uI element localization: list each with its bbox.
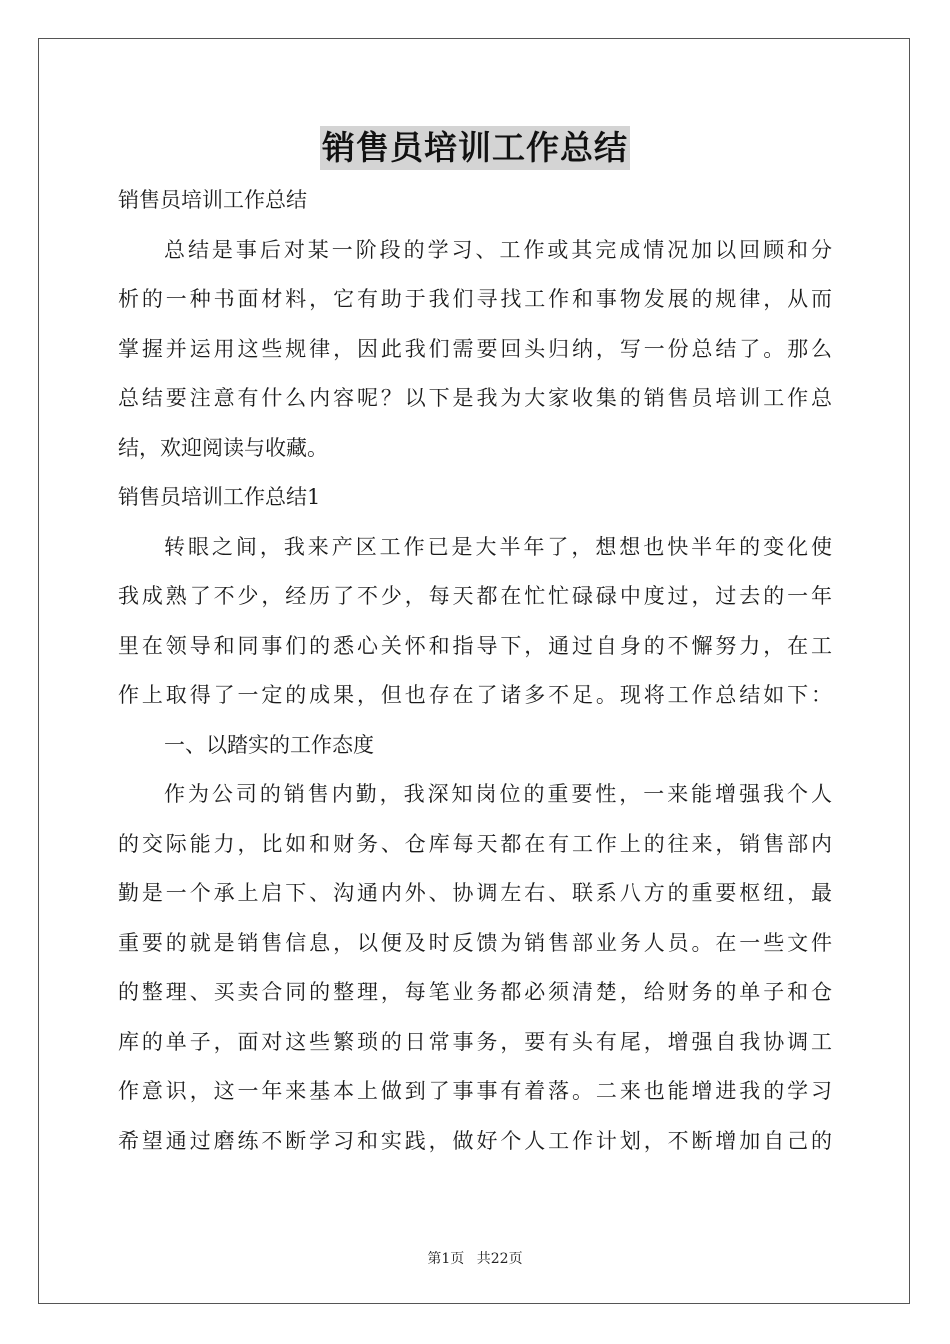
text-line: 作意识，这一年来基本上做到了事事有着落。二来也能增进我的学习	[118, 1079, 832, 1103]
page-total: 共22页	[476, 1251, 523, 1267]
text-line: 析的一种书面材料，它有助于我们寻找工作和事物发展的规律，从而	[118, 287, 832, 311]
text-line: 里在领导和同事们的悉心关怀和指导下，通过自身的不懈努力，在工	[118, 633, 832, 658]
text-line: 我成熟了不少，经历了不少，每天都在忙忙碌碌中度过，过去的一年	[118, 584, 832, 608]
text-line: 的交际能力，比如和财务、仓库每天都在有工作上的往来，销售部内	[118, 831, 832, 856]
title-area	[0, 126, 950, 170]
text-line: 勤是一个承上启下、沟通内外、协调左右、联系八方的重要枢纽，最	[118, 881, 832, 905]
text-line: 作上取得了一定的成果，但也存在了诸多不足。现将工作总结如下：	[118, 683, 832, 707]
text-line: 结，欢迎阅读与收藏。	[118, 435, 328, 460]
text-line: 总结要注意有什么内容呢？以下是我为大家收集的销售员培训工作总	[118, 386, 832, 410]
text-line: 库的单子，面对这些繁琐的日常事务，要有头有尾，增强自我协调工	[118, 1029, 832, 1054]
page-number: 第1页	[427, 1251, 465, 1267]
text-line: 转眼之间，我来产区工作已是大半年了，想想也快半年的变化使	[164, 534, 832, 559]
text-line: 销售员培训工作总结	[118, 188, 307, 212]
text-line: 总结是事后对某一阶段的学习、工作或其完成情况加以回顾和分	[164, 237, 832, 262]
text-line: 销售员培训工作总结1	[118, 485, 321, 509]
text-line: 重要的就是销售信息，以便及时反馈为销售部业务人员。在一些文件	[118, 930, 832, 955]
text-line: 希望通过磨练不断学习和实践，做好个人工作计划，不断增加自己的	[118, 1128, 832, 1153]
page-footer	[0, 1248, 950, 1268]
text-line: 一、以踏实的工作态度	[164, 732, 374, 757]
document-title: 销售员培训工作总结	[320, 126, 630, 170]
text-line: 的整理、买卖合同的整理，每笔业务都必须清楚，给财务的单子和仓	[118, 980, 832, 1004]
text-line: 掌握并运用这些规律，因此我们需要回头归纳，写一份总结了。那么	[118, 336, 832, 361]
text-line: 作为公司的销售内勤，我深知岗位的重要性，一来能增强我个人	[164, 782, 832, 806]
document-body	[118, 176, 832, 1166]
